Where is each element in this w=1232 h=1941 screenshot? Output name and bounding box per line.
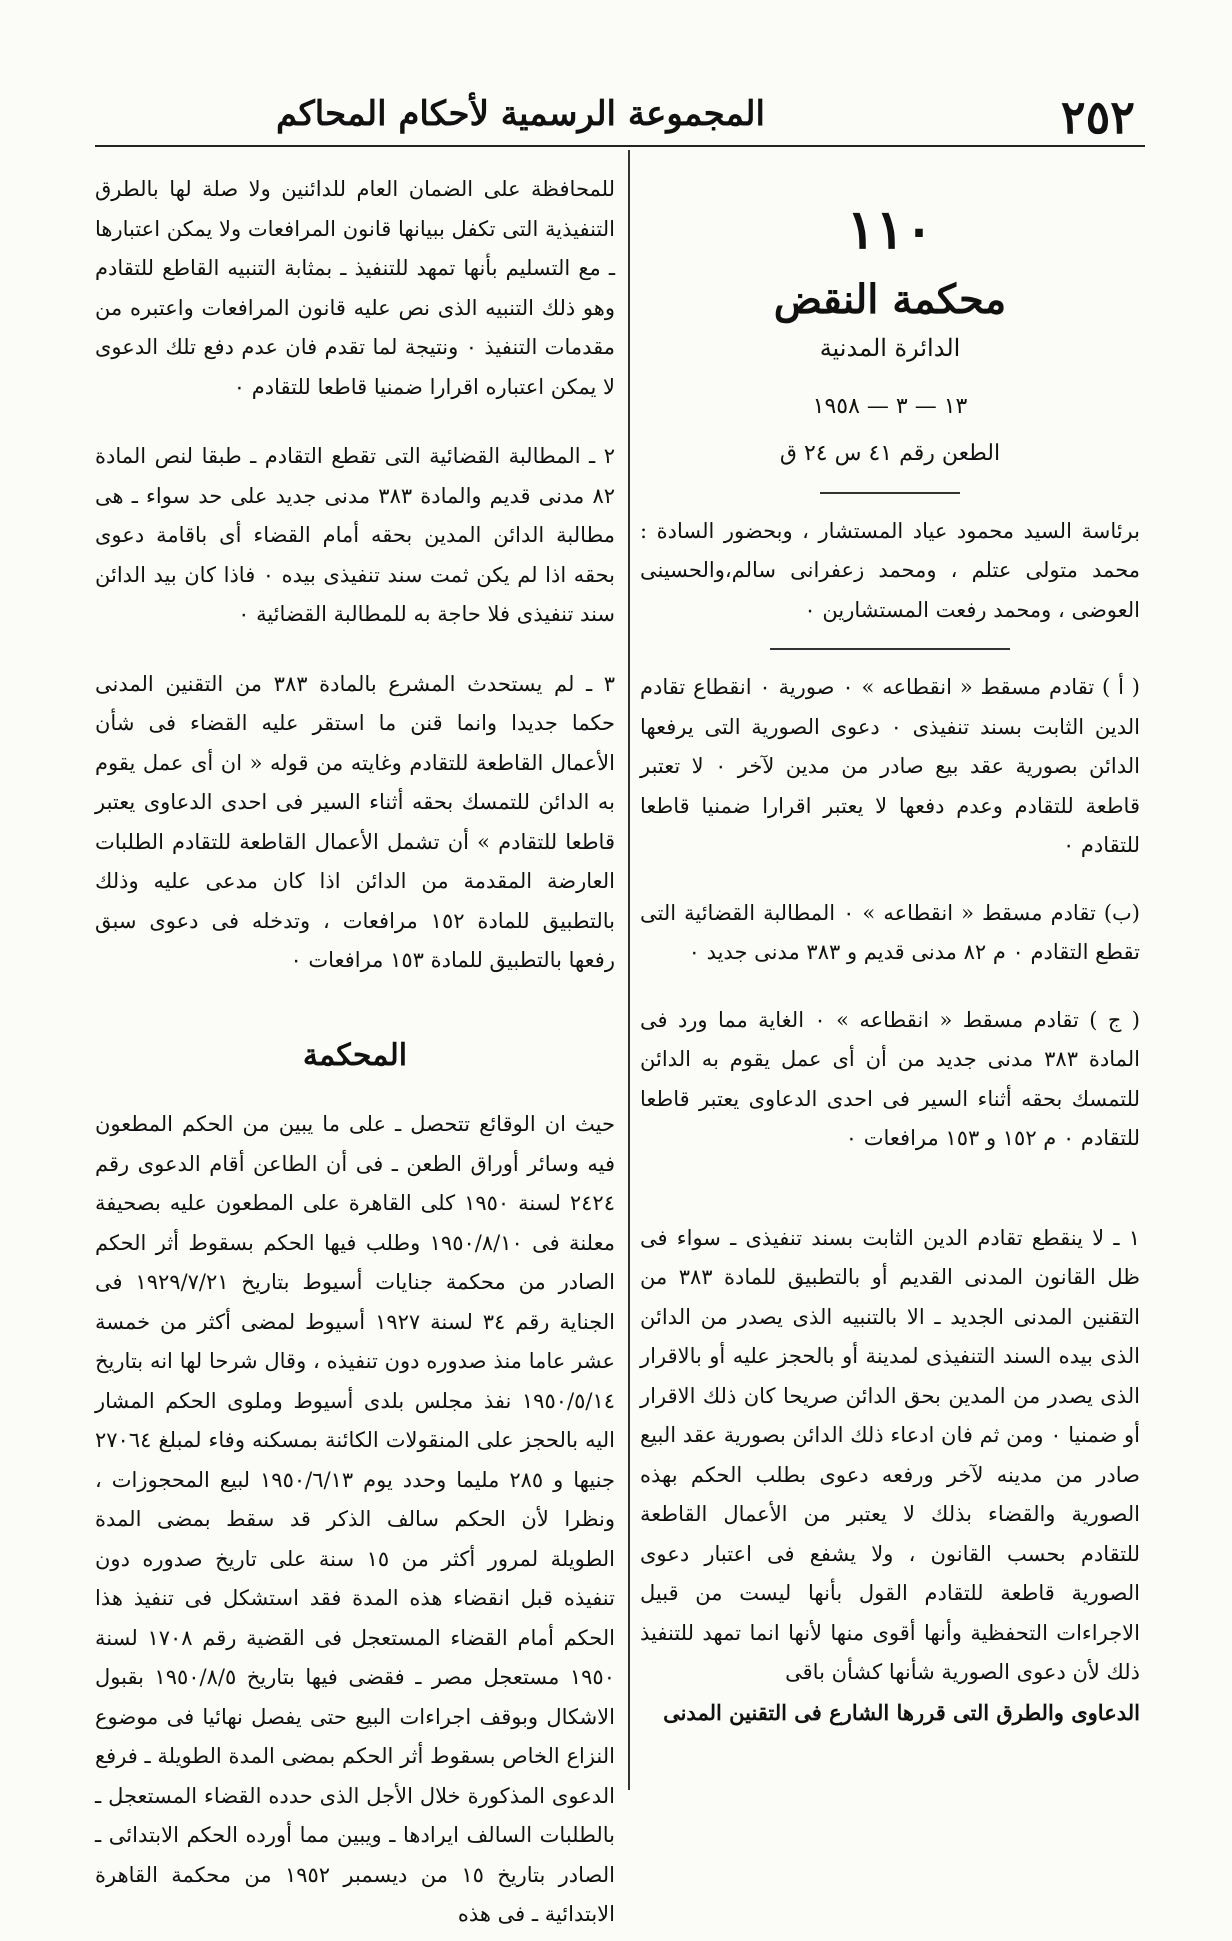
running-title: المجموعة الرسمية لأحكام المحاكم bbox=[275, 94, 765, 134]
summary-a: ( أ ) تقادم مسقط « انقطاعه » ٠ صورية ٠ انقطاع تقادم الدين الثابت بسند تنفيذى ٠ دعوى الصورية التى يرفعها الدائن بصورية عقد بيع صادر من مدين لآخر ٠ لا تعتبر قاطعة للتقادم وعدم دفعها لا يعتبر اقرارا ضمنيا قاطعا للتقادم ٠ bbox=[640, 675, 1141, 857]
principle-1-continuation: للمحافظة على الضمان العام للدائنين ولا صلة لها بالطرق التنفيذية التى تكفل ببيانها قانون المرافعات ولا يمكن اعتبارها ـ مع التسليم بأنها تمهد للتنفيذ ـ بمثابة التنبيه القاطع للتقادم وهو ذلك التنبيه الذى نص عليه قانون المرافعات واعتبره من مقدمات التنفيذ ٠ ونتيجة لما تقدم فان عدم دفع تلك الدعوى لا يمكن اعتباره اقرارا ضمنيا قاطعا للتقادم ٠ bbox=[95, 177, 615, 399]
principle-1-text: ١ ـ لا ينقطع تقادم الدين الثابت بسند تنفيذى ـ سواء فى ظل القانون المدنى القديم أو بالتطبيق للمادة ٣٨٣ من التقنين المدنى الجديد ـ الا بالتنبيه الذى يصدر من الدائن الذى بيده السند التنفيذى لمدينة أو بالحجز عليه أو بالاقرار الذى يصدر من المدين بحق الدائن صريحا كان ذلك الاقرار أو ضمنيا ٠ ومن ثم فان ادعاء ذلك الدائن بصورية عقد البيع صادر من مدينه لآخر ورفعه دعوى بطلب الحكم بهذه الصورية والقضاء بذلك لا يعتبر من الأعمال القاطعة للتقادم بحسب القانون ، ولا يشفع فى اعتبار دعوى الصورية قاطعة للتقادم القول بأنها ليست من قبيل الاجراءات التحفظية وأنها أقوى منها لأنها انما تمهد للتنفيذ ذلك لأن دعوى الصورية شأنها كشأن باقى bbox=[640, 1225, 1140, 1684]
appeal-number: الطعن رقم ٤١ س ٢٤ ق bbox=[779, 441, 1001, 466]
judgment-body: حيث ان الوقائع تتحصل ـ على ما يبين من الحكم المطعون فيه وسائر أوراق الطعن ـ فى أن الطاعن أقام الدعوى رقم ٢٤٢٤ لسنة ١٩٥٠ كلى القاهرة على المطعون عليه بصحيفة معلنة فى ١٩٥٠/٨/١٠ وطلب فيها الحكم بسقوط أثر الحكم الصادر من محكمة جنايات أسيوط بتاريخ ١٩٢٩/٧/٢١ فى الجناية رقم ٣٤ لسنة ١٩٢٧ أسيوط لمضى أكثر من خمسة عشر عاما منذ صدوره دون تنفيذه ، وقال شرحا لها انه بتاريخ ١٩٥٠/٥/١٤ نفذ مجلس بلدى أسيوط وملوى الحكم المشار اليه بالحجز على المنقولات الكائنة بمسكنه وفاء لمبلغ ٢٧٠٦٤ جنيها و ٢٨٥ مليما وحدد يوم ١٩٥٠/٦/١٣ لبيع المحجوزات ، ونظرا لأن الحكم سالف الذكر قد سقط بمضى المدة الطويلة لمرور أكثر من ١٥ سنة على تاريخ صدوره دون تنفيذه قبل انقضاء هذه المدة فقد استشكل فى تنفيذ هذا الحكم أمام القضاء المستعجل فى القضية رقم ١٧٠٨ لسنة ١٩٥٠ مستعجل مصر ـ فقضى فيها بتاريخ ١٩٥٠/٨/٥ بقبول الاشكال وبوقف اجراءات البيع حتى يفصل نهائيا فى موضوع النزاع الخاص بسقوط أثر الحكم بمضى المدة الطويلة ـ فرفع الدعوى المذكورة خلال الأجل الذى حدده القضاء المستعجل ـ بالطلبات السالف ايرادها ـ ويبين مما أورده الحكم الابتدائى ـ الصادر بتاريخ ١٥ من ديسمبر ١٩٥٢ من محكمة القاهرة الابتدائية ـ فى هذه bbox=[95, 1112, 616, 1926]
spacer bbox=[640, 1159, 1140, 1219]
principle-2-text: ٢ ـ المطالبة القضائية التى تقطع التقادم ـ طبقا لنص المادة ٨٢ مدنى قديم والمادة ٣٨٣ مدنى جديد على حد سواء ـ هى مطالبة الدائن المدين بحقه أمام القضاء أى باقامة دعوى بحقه اذا لم يكن ثمت سند تنفيذى بيده ٠ فاذا كان بيد الدائن سند تنفيذى فلا حاجة به للمطالبة القضائية ٠ bbox=[95, 444, 615, 626]
page-number: ٢٥٢ bbox=[1060, 90, 1135, 144]
panel-composition: برئاسة السيد محمود عياد المستشار ، وبحضور السادة : محمد متولى عتلم ، ومحمد زعفرانى سالم،والحسينى العوضى ، ومحمد رفعت المستشارين ٠ bbox=[640, 518, 1140, 622]
left-column bbox=[95, 170, 615, 1935]
right-column bbox=[640, 140, 1140, 1732]
separator bbox=[820, 492, 960, 494]
column-divider bbox=[628, 150, 630, 1790]
judgment-date: ١٣ — ٣ — ١٩٥٨ bbox=[812, 393, 968, 419]
circuit-name: الدائرة المدنية bbox=[819, 334, 961, 362]
principle-3-text: ٣ ـ لم يستحدث المشرع بالمادة ٣٨٣ من التقنين المدنى حكما جديدا وانما قنن ما استقر عليه القضاء فى شأن الأعمال القاطعة للتقادم وغايته من قوله « ان أى عمل يقوم به الدائن للتمسك بحقه أثناء السير فى احدى الدعاوى يعتبر قاطعا للتقادم » أن تشمل الأعمال القاطعة للتقادم الطلبات العارضة المقدمة من الدائن اذا كان مدعى عليه وذلك بالتطبيق للمادة ١٥٢ مرافعات ، وتدخله فى دعوى سبق رفعها بالتطبيق للمادة ١٥٣ مرافعات ٠ bbox=[95, 671, 616, 972]
page-header bbox=[95, 70, 1145, 147]
separator bbox=[770, 648, 1010, 650]
case-number: ١١٠ bbox=[846, 197, 934, 261]
summary-c: ( ج ) تقادم مسقط « انقطاعه » ٠ الغاية مما ورد فى المادة ٣٨٣ مدنى جديد من أن أى عمل يقوم به الدائن للتمسك بحقه أثناء السير فى احدى الدعاوى يعتبر قاطعا للتقادم ٠ م ١٥٢ و ١٥٣ مرافعات ٠ bbox=[640, 1007, 1140, 1150]
summary-b: (ب) تقادم مسقط « انقطاعه » ٠ المطالبة القضائية التى تقطع التقادم ٠ م ٨٢ مدنى قديم و ٣٨٣ مدنى جديد ٠ bbox=[640, 900, 1140, 964]
court-name: محكمة النقض bbox=[773, 275, 1007, 323]
principle-1-last-line: الدعاوى والطرق التى قررها الشارع فى التقنين المدنى bbox=[663, 1699, 1140, 1725]
section-title: المحكمة bbox=[302, 1037, 408, 1073]
